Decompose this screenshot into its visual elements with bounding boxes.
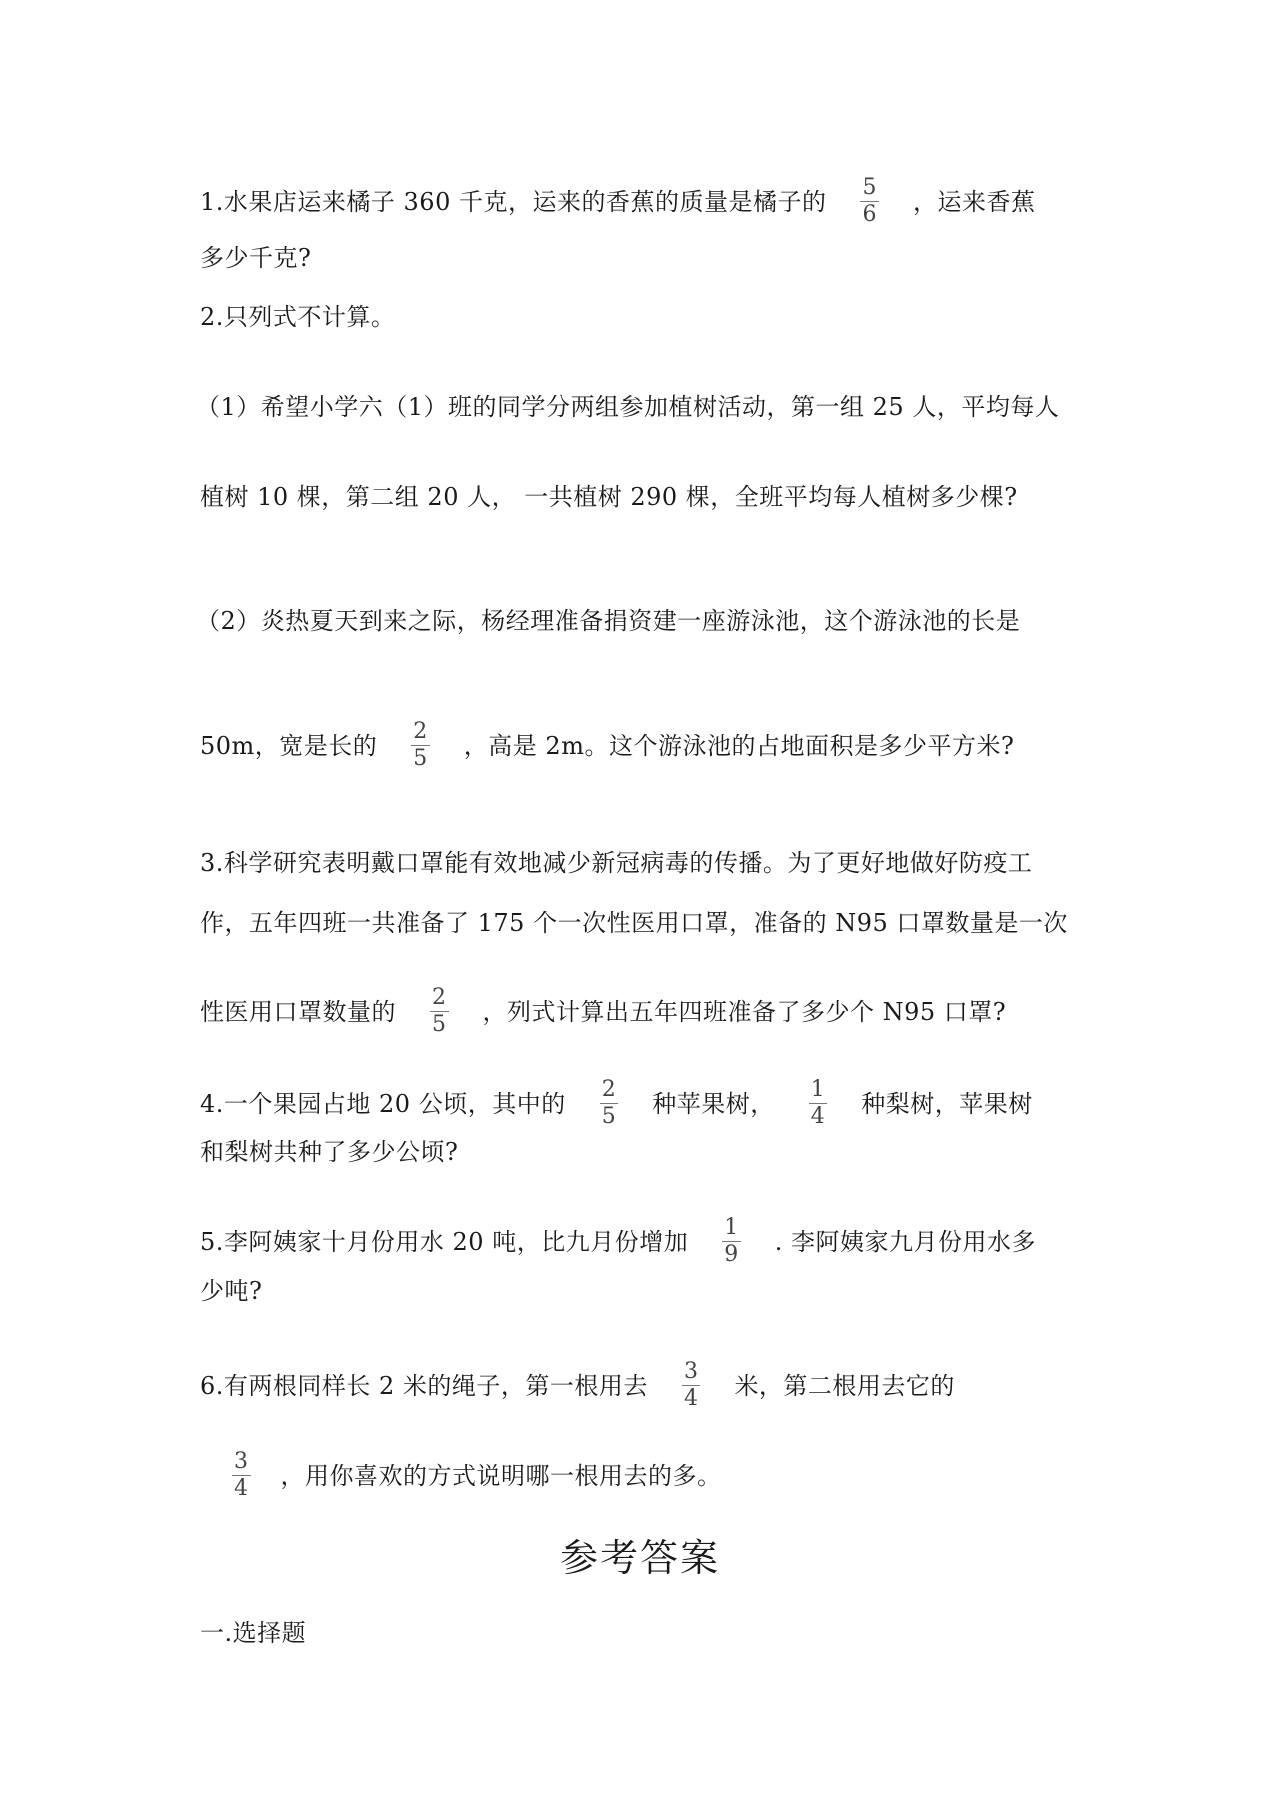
q5-fraction [722,1216,741,1267]
q4-text-mid: 种苹果树， [652,1090,775,1118]
fraction-numerator: 1 [810,1077,826,1102]
q1-text-after: ，运来香蕉 [912,188,1036,216]
q3-line2: 作，五年四班一共准备了 175 个一次性医用口罩，准备的 N95 口罩数量是一次 [200,909,1068,937]
q3-line3 [200,985,1007,1039]
q5-line2: 少吨? [200,1277,263,1305]
fraction-numerator: 3 [234,1449,249,1474]
q2-p2-line2 [200,719,1015,773]
q6-fraction-1 [682,1360,701,1411]
q3-fraction [430,986,449,1037]
q6-text-after: 米，第二根用去它的 [734,1372,955,1400]
q2-p1-line2: 植树 10 棵，第二组 20 人， 一共植树 290 棵，全班平均每人植树多少棵? [200,483,1018,511]
q4-text-after: 种梨树，苹果树 [861,1090,1033,1118]
q2-title: 2.只列式不计算。 [200,303,396,331]
q4-text-before: 4.一个果园占地 20 公顷，其中的 [200,1090,566,1118]
fraction-numerator: 3 [683,1359,699,1384]
q5-text-before: 5.李阿姨家十月份用水 20 吨，比九月份增加 [200,1228,689,1256]
q6-line2 [200,1449,722,1503]
q3-text-after: ，列式计算出五年四班准备了多少个 N95 口罩? [482,998,1007,1026]
q2-p2-line1: （2）炎热夏天到来之际，杨经理准备捐资建一座游泳池，这个游泳池的长是 [196,607,1021,635]
fraction-denominator: 4 [683,1386,699,1411]
fraction-numerator: 1 [724,1215,739,1240]
q4-fraction-1 [600,1078,619,1129]
q5-text-after: . 李阿姨家九月份用水多 [774,1228,1036,1256]
answers-heading: 参考答案 [559,1536,720,1580]
fraction-denominator: 9 [724,1242,739,1267]
q3-line1: 3.科学研究表明戴口罩能有效地减少新冠病毒的传播。为了更好地做好防疫工 [200,849,1033,877]
q5-line1 [200,1215,1036,1269]
fraction-denominator: 6 [862,202,877,227]
fraction-denominator: 5 [413,746,428,771]
q6-text-before: 6.有两根同样长 2 米的绳子，第一根用去 [200,1372,648,1400]
q4-line1 [200,1077,1033,1131]
fraction-numerator: 2 [413,719,428,744]
fraction-denominator: 4 [810,1104,826,1129]
fraction-denominator: 5 [601,1104,617,1129]
q1-line2: 多少千克? [200,244,312,272]
fraction-numerator: 2 [601,1077,617,1102]
q1-fraction [860,176,879,227]
fraction-numerator: 5 [862,175,877,200]
q2-p1-line1: （1）希望小学六（1）班的同学分两组参加植树活动，第一组 25 人，平均每人 [196,393,1060,421]
q1-text-before: 1.水果店运来橘子 360 千克，运来的香蕉的质量是橘子的 [200,188,827,216]
q3-text-before: 性医用口罩数量的 [200,998,396,1026]
q2-p2-text-after: ，高是 2m。这个游泳池的占地面积是多少平方米? [463,732,1015,760]
q4-fraction-2 [809,1078,828,1129]
q2-fraction [411,720,430,771]
q6-text-after: ，用你喜欢的方式说明哪一根用去的多。 [280,1462,722,1490]
fraction-denominator: 4 [234,1476,249,1501]
q6-line1 [200,1359,955,1413]
q1-line1 [200,175,1036,229]
answers-section-choice: 一.选择题 [200,1619,307,1647]
q4-line2: 和梨树共种了多少公顷? [200,1138,459,1166]
q6-fraction-2 [232,1450,251,1501]
fraction-numerator: 2 [432,985,447,1010]
q2-p2-text-before: 50m，宽是长的 [200,732,378,760]
fraction-denominator: 5 [432,1012,447,1037]
